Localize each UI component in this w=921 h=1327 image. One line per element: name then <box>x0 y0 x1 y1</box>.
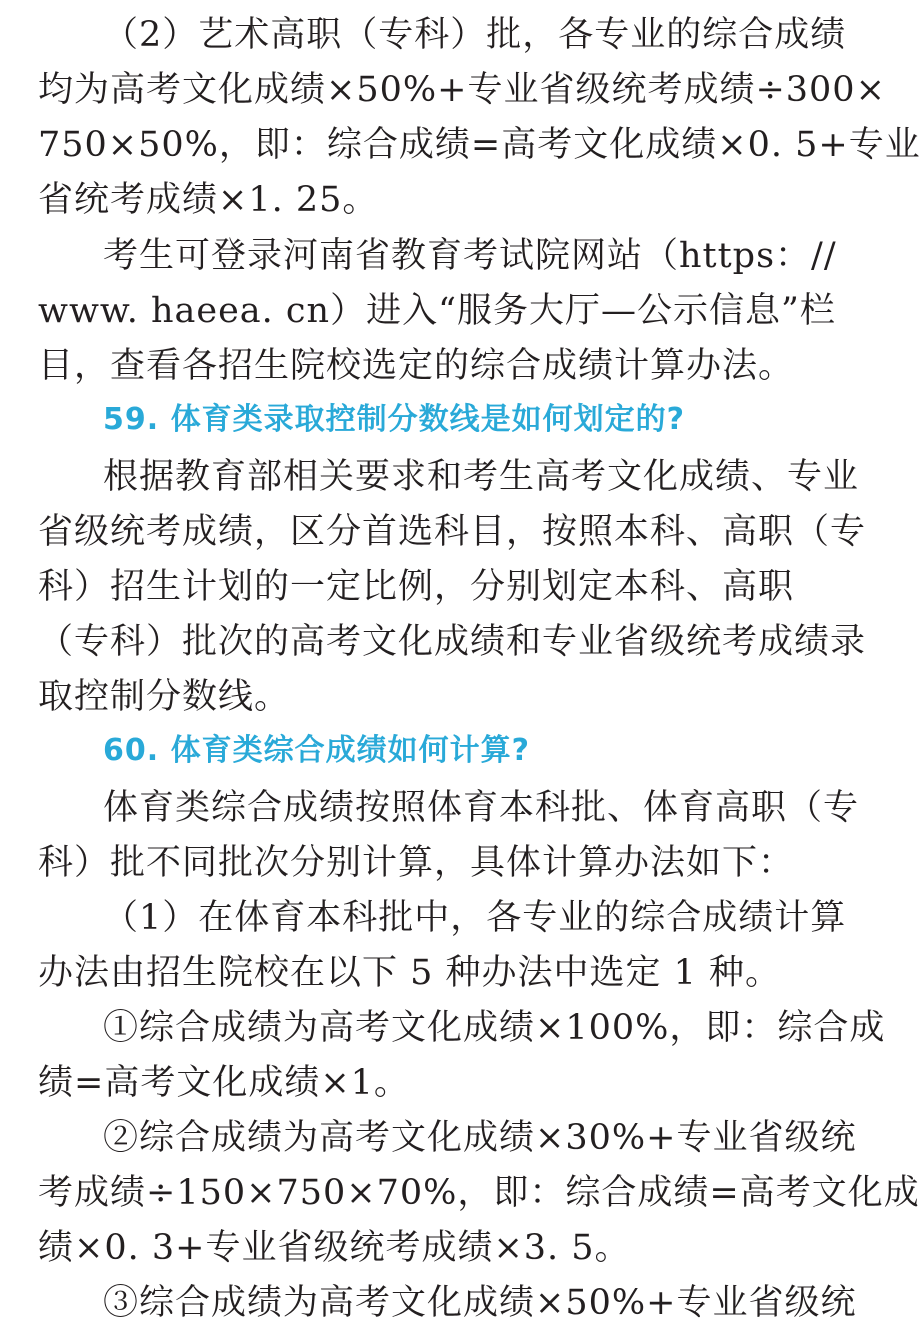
paragraph-line: 省统考成绩×1. 25。 <box>38 180 379 220</box>
paragraph-line: 办法由招生院校在以下 5 种办法中选定 1 种。 <box>38 953 782 993</box>
paragraph-line: 目，查看各招生院校选定的综合成绩计算办法。 <box>38 346 795 386</box>
paragraph-line: 绩×0. 3+专业省级统考成绩×3. 5。 <box>38 1228 631 1268</box>
paragraph-line: 科）批不同批次分别计算，具体计算办法如下： <box>38 843 795 883</box>
paragraph-line: ①综合成绩为高考文化成绩×100%，即：综合成 <box>103 1008 886 1048</box>
paragraph-line: （专科）批次的高考文化成绩和专业省级统考成绩录 <box>38 622 867 662</box>
paragraph-line: 体育类综合成绩按照体育本科批、体育高职（专 <box>103 788 860 828</box>
paragraph-line: 科）招生计划的一定比例，分别划定本科、高职 <box>38 567 795 607</box>
paragraph-line: 取控制分数线。 <box>38 677 291 717</box>
paragraph-line: ②综合成绩为高考文化成绩×30%+专业省级统 <box>103 1118 857 1158</box>
paragraph-line: （1）在体育本科批中，各专业的综合成绩计算 <box>103 898 847 938</box>
paragraph-line: 省级统考成绩，区分首选科目，按照本科、高职（专 <box>38 512 867 552</box>
paragraph-line: 考成绩÷150×750×70%，即：综合成绩=高考文化成 <box>38 1173 920 1213</box>
paragraph-line: 均为高考文化成绩×50%+专业省级统考成绩÷300× <box>38 70 886 110</box>
paragraph-line: 根据教育部相关要求和考生高考文化成绩、专业 <box>103 457 860 497</box>
paragraph-line: www. haeea. cn）进入“服务大厅—公示信息”栏 <box>38 291 836 331</box>
paragraph-line: 考生可登录河南省教育考试院网站（https：// <box>103 236 837 276</box>
paragraph-line: 绩=高考文化成绩×1。 <box>38 1063 410 1103</box>
paragraph-line: ③综合成绩为高考文化成绩×50%+专业省级统 <box>103 1283 857 1323</box>
paragraph-line: （2）艺术高职（专科）批，各专业的综合成绩 <box>103 15 847 55</box>
paragraph-line: 750×50%，即：综合成绩=高考文化成绩×0. 5+专业 <box>38 125 921 165</box>
section-heading-60: 60. 体育类综合成绩如何计算? <box>103 733 530 768</box>
section-heading-59: 59. 体育类录取控制分数线是如何划定的? <box>103 402 685 437</box>
